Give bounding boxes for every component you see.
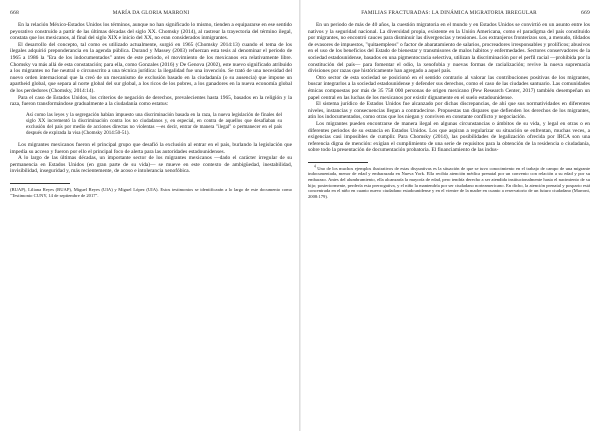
footnote-rule [308,162,368,163]
left-running-head: MARÍA DA GLORIA MARRONI [112,10,190,16]
left-paragraph: En la relación México-Estados Unidos los términos, aunque no han significado lo mismo, tienden a equipararse en ese sentido peyorativo construido a partir de las últimas décadas del siglo XX. Chomsky (2014), al rastrear la trayectoria del término ilegal, constata que los mexicanos, al final del siglo XIX e inicio del XX, no eran considerados inmigrantes. [10,22,292,42]
right-running-head: FAMILIAS FRACTURADAS: LA DINÁMICA MIGRATORIA IRREGULAR [361,10,537,16]
right-paragraph: Otro sector de esta sociedad se posicionó en el sentido contrario al valorar las contribuciones positivas de los migrantes, buscar integrarlos a la sociedad estadounidense y defender sus derechos, como el caso de las ciudades santuario. Las comunidades étnicas compuestas por más de 35 758 000 personas de origen mexicano (Pew Research Center, 2017) también desempeñan un papel central en las luchas de los mexicanos por existir dignamente en el suelo estadounidense. [308,74,590,101]
right-paragraph: En un periodo de más de 40 años, la cuestión migratoria en el mundo y en Estados Unidos se convirtió en un asunto entre los nativos y la seguridad nacional. La diversidad propia, existente en la Unión Americana, como el paradigma del país constituido por migrantes, no encontró cauces para disminuir las divergencias y tensiones. Los extranjeros fronterizos son, a menudo, tildados de evasores de impuestos, "quitaempleos" o factor de abaratamiento de salarios, procreadores irresponsables y prolíficos; abusivos en el uso de los beneficios del Estado de bienestar y transmisores de malos hábitos y enfermedades. Sectores conservadores de la sociedad estadounidense, basados en una pigmentocracia selectiva, utilizan la discriminación por el perfil racial —prohibida por la constitución del país— para fomentar el odio, la xenofobia y nuevas formas de racialización; revive la nueva supremacía divisiones por razas que históricamente han agregado a aquel país. [308,22,591,75]
right-page [300,0,600,431]
left-paragraph: El desarrollo del concepto, tal como es utilizado actualmente, surgió en 1965 (Chomsky 2014:13) cuando el tema de los ilegales adquirió preponderancia en la agenda pública. Durand y Massey (2003) refuerzan esta tesis al denominar el periodo de 1965 a 1986 la "Era de los indocumentados" antes de este periodo, el movimiento de los mexicanos era relativamente libre. Chomsky va más allá de esta constatación; para ella, como Gonzales (2016) y De Genova (2002), este nuevo significado atribuido a los migrantes no fue neutral o circunscrito a una técnica jurídica: la ilegalidad fue una invención. Se trató de una necesidad del nuevo orden internacional que la creó de un mecanismo de exclusión basado en la ciudadanía (o su ausencia) que impone un apartheid global, que separa al norte global del sur global, a los ricos de los pobres, a los ganadores en la nueva economía global de los perdedores (Chomsky, 2014:14). [10,41,292,94]
left-paragraph: A lo largo de las últimas décadas, un importante sector de los migrantes mexicanos —dado el carácter irregular de su permanencia en Estados Unidos (en gran parte de su vida)— se mueve en este contexto de ambigüedad, inestabilidad, invisibilidad, inseguridad y, más recientemente, de acoso e intolerancia xenofóbica. [10,155,292,175]
right-footnote-text: Uno de los muchos ejemplos ilustrativos de estas disyuntivas es la situación de que se tuvo conocimiento en el trabajo de campo de una migrante indocumentada, menor de edad y embarazada en Nueva York. Ella recibía atención médica prenatal por un convenio con relación a su edad y por su embarazo. Antes del alumbramiento, ella alcanzaría la mayoría de edad, pero tendría derecho a ser atendida institucionalmente hasta el nacimiento de su hijo; posteriormente, perdería esta prerrogativa, y el niño la mantendría por ser ciudadano norteamericano. En dicho, la atención prenatal y posparto está concentrada en el niño en cuanto nuevo ciudadano estadounidense y en el vientre de la madre en cuanto a reservatorio de un futuro ciudadano (Marroni, 2008:179). [308,165,590,199]
right-running-header [308,10,590,16]
left-footnote: (BUAP), Liliana Reyes (BUAP), Miguel Reyes (UIA) y Miguel López (UIA). Estos testimonios se identificarán a lo largo de este documento como "Testimonio CUNY, 14 de septiembre de 2017". [10,187,292,198]
footnote-marker: 4 [314,164,316,169]
right-paragraph: El sistema jurídico de Estados Unidos fue alcanzado por dichas discrepancias, de ahí que sus normatividades en diferentes niveles, instancias y consecuencias llegan a contradecirse. Propuestas tan dispares que defienden los derechos de los migrantes, atin los indocumentados, como otras que los niegan y conviven en constante conflicto y negociación. [308,101,590,121]
left-running-header [10,10,292,16]
right-paragraph: Los migrantes pueden encontrarse de manera ilegal en algunas circunstancias o ámbitos de su vida, y legal en otras o en diferentes periodos de su estancia en Estados Unidos. Los que aspiran a regularizar su situación se enfrentan, muchas veces, a exigencias casi imposibles de cumplir. Para Chomsky (2014), las posibilidades de legalización ofrecida por IRCA son una referencia digna de mención: exigían el cumplimiento de una serie de requisitos para la obtención de la residencia o ciudadanía, sobre todo la presentación de documentación probatoria. El financiamiento de las indus- [308,120,590,154]
left-paragraph: Para el caso de Estados Unidos, los criterios de negación de derechos, prevalecientes hasta 1965, basados en la religión y la raza, fueron transformándose gradualmente a la ciudadanía como estatus: [10,94,292,108]
block-quote: Así como las leyes y la segregación habían impuesto una discriminación basada en la raza, la nueva legislación de finales del siglo XX incrementó la discriminación contra los no ciudadanos y, en especial, en contra de aquellos que desafiaban su exclusión del país por medio de acciones directas no violentas —es decir, entrar de manera "ilegal" o permanecer en el país después de expirada la visa (Chomsky 2014:50-51). [26,112,282,136]
left-page-number: 668 [10,10,19,16]
right-page-number: 669 [581,10,590,16]
footnote-rule [10,183,70,184]
left-paragraph: Los migrantes mexicanos fueron el principal grupo que desafió la exclusión al entrar en el país, burlando la legislación que impedía su acceso y fueron por ello el principal foco de alerta para las autoridades estadounidenses. [10,142,292,155]
right-footnote [308,166,590,200]
